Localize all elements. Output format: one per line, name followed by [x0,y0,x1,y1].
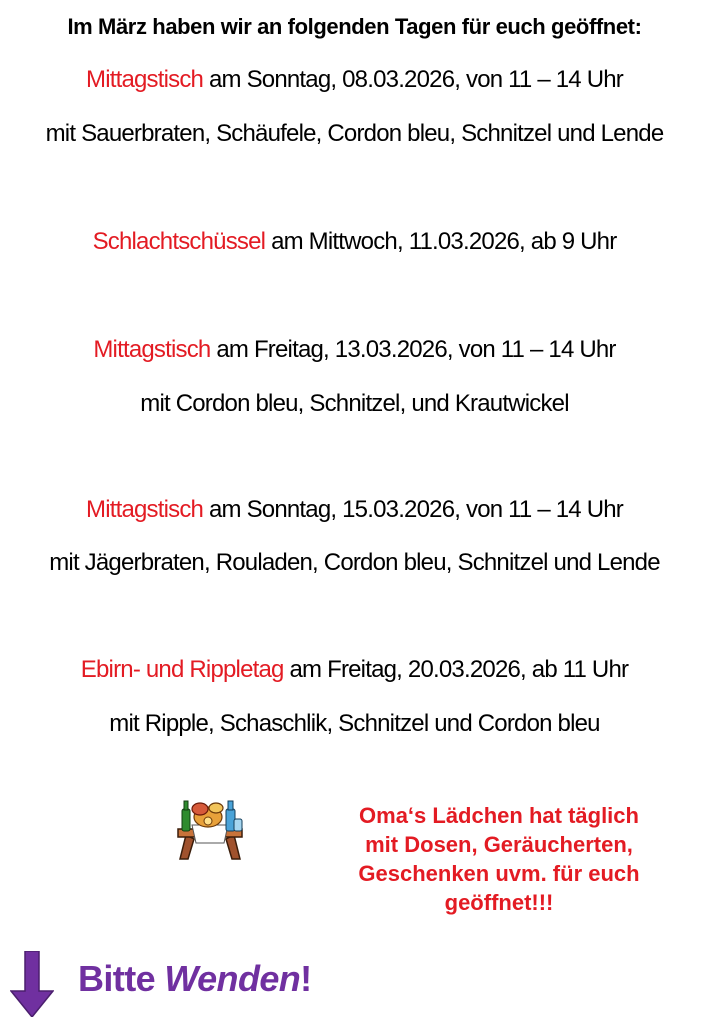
page-headline: Im März haben wir an folgenden Tagen für euch geöffnet: [67,14,642,39]
event-2-when: am Mittwoch, 11.03.2026, ab 9 Uhr [265,228,617,255]
arrow-down-icon [10,951,54,1017]
event-3-title: Mittagstisch [93,336,211,363]
shop-promo [306,801,692,917]
event-5-menu: mit Ripple, Schaschlik, Schnitzel und Cordon bleu [109,710,600,737]
event-1-when: am Sonntag, 08.03.2026, von 11 – 14 Uhr [203,66,623,93]
shop-promo-line-1: Oma‘s Lädchen hat täglich [359,803,639,828]
turn-suffix: ! [300,958,312,999]
event-5-date-line [0,656,709,684]
event-4-menu: mit Jägerbraten, Rouladen, Cordon bleu, Schnitzel und Lende [49,549,660,576]
event-3-when: am Freitag, 13.03.2026, von 11 – 14 Uhr [210,336,616,363]
event-1-menu: mit Sauerbraten, Schäufele, Cordon bleu, Schnitzel und Lende [45,120,664,147]
event-4-title: Mittagstisch [86,496,204,523]
event-4-date-line [0,496,709,524]
food-table-icon [174,795,246,863]
event-3-menu: mit Cordon bleu, Schnitzel, und Krautwickel [140,390,569,417]
event-1-date-line [0,66,709,94]
event-5-when: am Freitag, 20.03.2026, ab 11 Uhr [283,656,629,683]
event-3-date-line [0,336,709,364]
turn-emphasis: Wenden [164,958,301,999]
event-2-title: Schlachtschüssel [92,228,266,255]
event-1-title: Mittagstisch [86,66,204,93]
shop-promo-line-3: Geschenken uvm. für euch [358,861,640,886]
shop-promo-line-4: geöffnet!!! [444,890,554,915]
shop-promo-line-2: mit Dosen, Geräucherten, [365,832,633,857]
event-4-when: am Sonntag, 15.03.2026, von 11 – 14 Uhr [203,496,623,523]
event-2-date-line [0,228,709,256]
turn-page-notice [78,958,312,1000]
turn-prefix: Bitte [78,958,165,999]
event-5-title: Ebirn- und Rippletag [80,656,284,683]
